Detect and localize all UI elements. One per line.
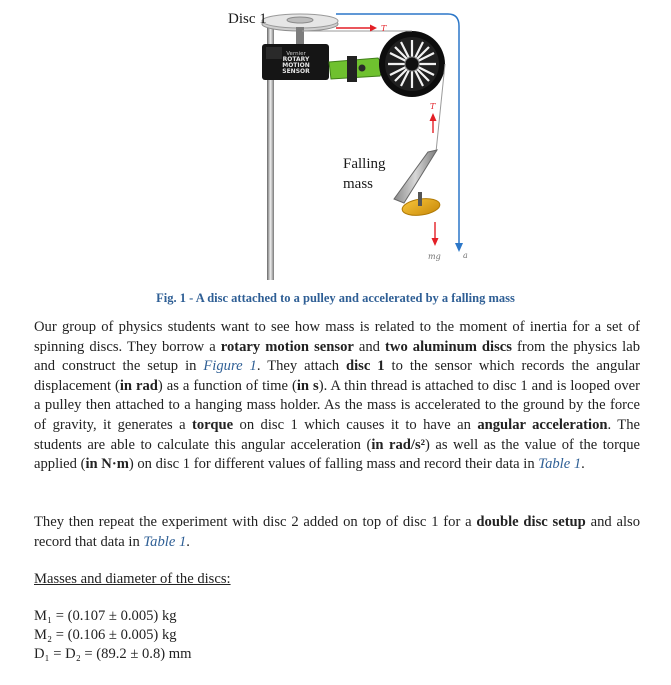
- tension-label-vertical: T: [430, 102, 436, 111]
- table-1-reference[interactable]: Table 1: [538, 456, 582, 473]
- figure-1-reference[interactable]: Figure 1: [203, 358, 257, 375]
- paragraph-double-disc: They then repeat the experiment with disc 2 added on top of disc 1 for a double disc setup and also record that data in Table 1.: [34, 514, 640, 550]
- apparatus-illustration: [0, 0, 671, 280]
- sensor-label-line-1: ROTARY: [282, 56, 310, 63]
- table-1-reference-2[interactable]: Table 1: [143, 533, 187, 550]
- tension-arrow-vertical: [430, 113, 437, 121]
- equation-m2: M₂ = (0.106 ± 0.005) kg: [34, 627, 177, 643]
- figure-1: [0, 0, 671, 280]
- figure-caption: Fig. 1 - A disc attached to a pulley and accelerated by a falling mass: [156, 291, 515, 305]
- gravity-label: mg: [428, 252, 441, 261]
- equation-m1: M₁ = (0.107 ± 0.005) kg: [34, 608, 177, 624]
- disc-1-label: Disc 1: [228, 11, 267, 27]
- sensor-label-line-3: SENSOR: [282, 68, 310, 75]
- paragraph-intro: Our group of physics students want to see how mass is related to the moment of inertia for a set of spinning discs. They borrow a rotary motion sensor and two aluminum discs from the physics lab and construct the setup in Figure 1. They attach disc 1 to the sensor which records the angular displacement (in rad) as a function of time (in s). A thin thread is attached to disc 1 and is looped over a pulley then attached to a hanging mass holder. As the mass is accelerated to the ground by the force of gravity, it generates a torque on disc 1 which causes it to have an angular acceleration. The students are able to calculate this angular acceleration (in rad/s²) as well as the value of the torque applied (in N·m) on disc 1 for different values of falling mass and record their data in Table 1.: [34, 319, 641, 473]
- acceleration-label: a: [463, 251, 468, 260]
- equation-d: D₁ = D₂ = (89.2 ± 0.8) mm: [34, 646, 192, 662]
- pulley: [379, 31, 445, 97]
- falling-mass-holder: [394, 150, 441, 218]
- mass-label: mass: [343, 176, 373, 192]
- tension-arrow-horizontal: [370, 25, 377, 32]
- sensor-label-line-2: MOTION: [282, 62, 310, 69]
- sensor-brand: Vernier: [286, 51, 306, 57]
- equations-block: [34, 607, 640, 664]
- falling-label: Falling: [343, 156, 386, 172]
- gravity-arrow: [432, 238, 439, 246]
- tension-label-horizontal: T: [381, 24, 387, 33]
- masses-heading: Masses and diameter of the discs:: [34, 571, 231, 587]
